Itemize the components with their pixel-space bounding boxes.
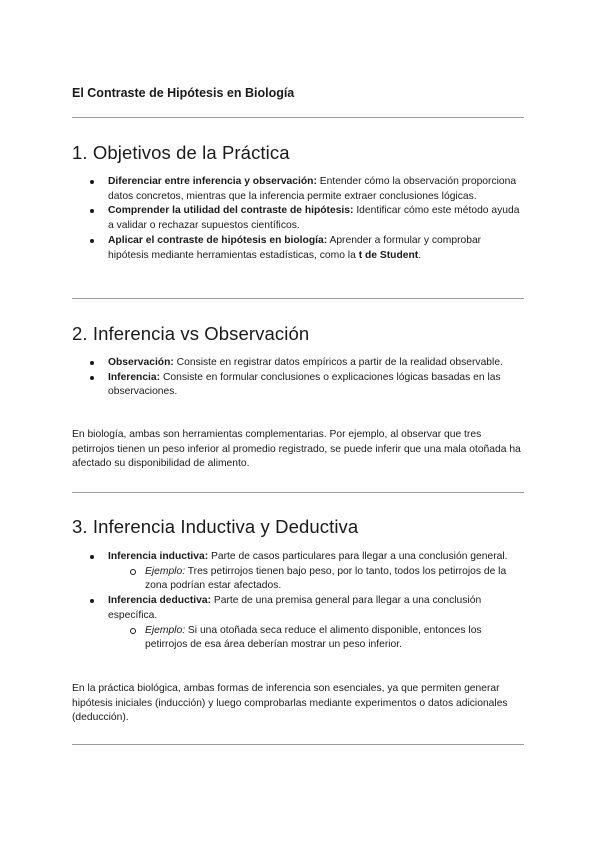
item-term: Inferencia inductiva: [108, 551, 209, 562]
list-item [72, 356, 524, 371]
item-text: Consiste en formular conclusiones o explicaciones lógicas basadas en las observaciones. [108, 371, 501, 398]
item-text: Parte de una premisa general para llegar a una conclusión específica. [108, 595, 482, 621]
item-text: Consiste en registrar datos empíricos a partir de la realidad observable. [173, 357, 503, 368]
example-label: Ejemplo: [145, 565, 186, 577]
item-text: Parte de casos particulares para llegar a una conclusión general. [208, 551, 508, 562]
example-label: Ejemplo: [145, 624, 186, 636]
objectives-list [72, 175, 524, 263]
item-term: Diferenciar entre inferencia y observación: [108, 176, 317, 187]
item-strong: t de Student [358, 249, 419, 261]
example-item [108, 624, 524, 653]
example-sublist [108, 624, 524, 653]
horizontal-divider [72, 298, 524, 299]
list-item [72, 175, 524, 204]
item-term: Inferencia deductiva: [108, 595, 211, 607]
inference-types-list [72, 550, 524, 653]
horizontal-divider [72, 117, 524, 118]
list-item [72, 594, 524, 653]
example-sublist [108, 565, 524, 594]
item-text: Entender cómo la observación proporciona datos concretos, mientras que la inferencia permite extraer conclusiones lógicas. [108, 176, 517, 202]
section-paragraph: En la práctica biológica, ambas formas de inferencia son esenciales, ya que permiten generar hipótesis iniciales (inducción) y luego comprobarlas mediante experimentos o datos adicionales (deducción). [72, 683, 508, 724]
horizontal-divider [72, 492, 524, 493]
item-text: Identificar cómo este método ayuda a validar o rechazar supuestos científicos. [108, 205, 520, 232]
item-term: Comprender la utilidad del contraste de hipótesis: [108, 205, 354, 217]
item-text: Aprender a formular y comprobar hipótesis mediante herramientas estadísticas, como la [108, 234, 482, 261]
section-paragraph: En biología, ambas son herramientas complementarias. Por ejemplo, al observar que tres petirrojos tienen un peso inferior al promedio registrado, se puede inferir que una mala otoñada ha afectado su disponibilidad de alimento. [72, 429, 521, 470]
item-term: Aplicar el contraste de hipótesis en biología: [108, 234, 328, 246]
item-term: Observación: [108, 357, 174, 368]
list-item [72, 204, 524, 233]
example-text: Si una otoñada seca reduce el alimento disponible, entonces los petirrojos de esa área deberían mostrar un peso inferior. [145, 624, 482, 651]
section-heading-objetivos: 1. Objetivos de la Práctica [72, 142, 290, 163]
item-term: Inferencia: [108, 371, 161, 383]
section-heading-inductiva-deductiva: 3. Inferencia Inductiva y Deductiva [72, 516, 359, 537]
definitions-list [72, 356, 524, 400]
section-heading-inferencia-vs-observacion: 2. Inferencia vs Observación [72, 323, 310, 344]
list-item [72, 550, 524, 594]
item-end: . [418, 249, 422, 261]
list-item [72, 234, 524, 263]
example-text: Tres petirrojos tienen bajo peso, por lo tanto, todos los petirrojos de la zona podrían estar afectados. [145, 565, 507, 592]
horizontal-divider [72, 744, 524, 745]
list-item [72, 371, 524, 400]
example-item [108, 565, 524, 594]
document-title: El Contraste de Hipótesis en Biología [72, 86, 295, 100]
